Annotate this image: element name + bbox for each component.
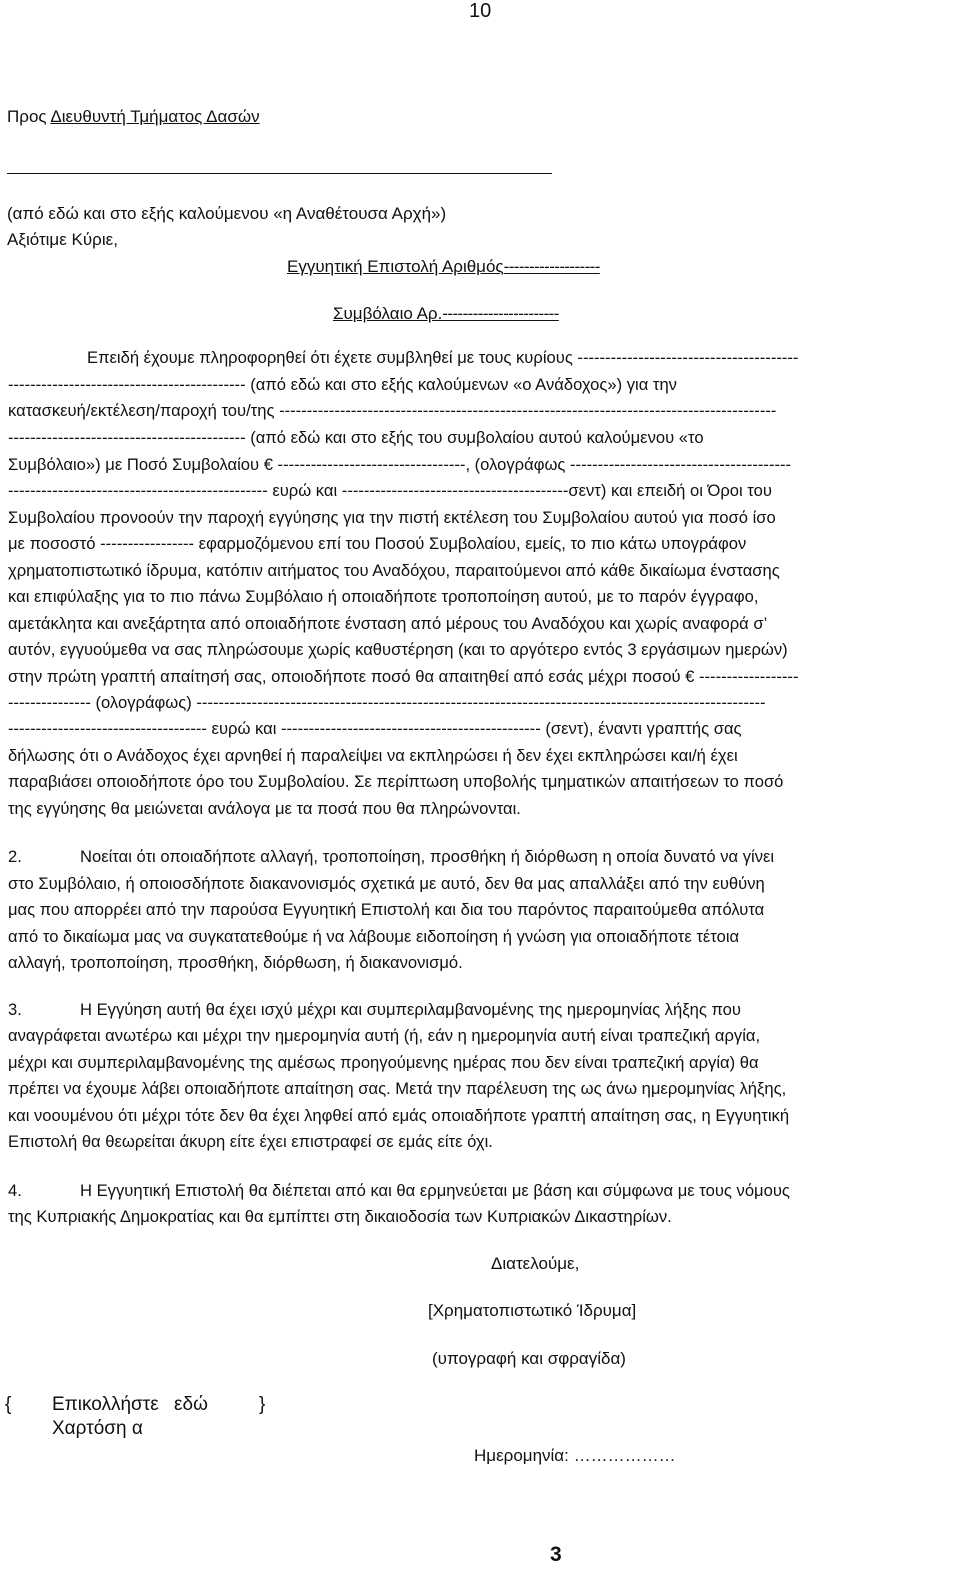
body-line: κατασκευή/εκτέλεση/παροχή του/της ------------------------------------------------------------------------------------------ xyxy=(8,401,777,420)
body-line: αυτόν, εγγυούμεθα να σας πληρώσουμε χωρίς καθυστέρηση (και το αργότερο εντός 3 εργάσιμων ημερών) xyxy=(8,640,788,659)
clause-text: Η Εγγυητική Επιστολή θα διέπεται από και θα ερμηνεύεται με βάση και σύμφωνα με τους νόμους xyxy=(80,1181,790,1200)
stamp-line-2: Χαρτόση α xyxy=(52,1418,143,1439)
date-field: Ημερομηνία: ……………… xyxy=(474,1446,676,1465)
clause-number: 3. xyxy=(8,1000,22,1019)
contract-ref xyxy=(333,304,559,324)
clause-line: στο Συμβόλαιο, ή οποιοσδήποτε διακανονισμός σχετικά με αυτό, δεν θα μας απαλλάξει από την ευθύνη xyxy=(8,874,765,893)
body-line: της εγγύησης θα μειώνεται ανάλογα με τα ποσά που θα πληρώνονται. xyxy=(8,799,521,818)
body-line: Επειδή έχουμε πληροφορηθεί ότι έχετε συμβληθεί με τους κυρίους ---------------------------------------- xyxy=(87,348,799,367)
institution-placeholder: [Χρηματοπιστωτικό Ίδρυμα] xyxy=(428,1301,637,1320)
closing-regards: Διατελούμε, xyxy=(491,1254,580,1273)
body-line: Συμβόλαιο») με Ποσό Συμβολαίου € ----------------------------------, (ολογράφως ---------------------------------------- xyxy=(8,455,792,474)
body-line: ------------------------------------ ευρώ και ----------------------------------------------- (σεντ), έναντι γραπτής σας xyxy=(8,719,742,738)
stamp-brace-open: { xyxy=(5,1394,12,1415)
clause-line: Επιστολή θα θεωρείται άκυρη είτε έχει επιστραφεί σε εμάς είτε όχι. xyxy=(8,1132,493,1151)
clause-line: της Κυπριακής Δημοκρατίας και θα εμπίπτει στη δικαιοδοσία των Κυπριακών Δικαστηρίων. xyxy=(8,1207,672,1226)
page-number-top: 10 xyxy=(469,0,492,22)
guarantee-letter-label: Εγγυητική Επιστολή Αριθμός xyxy=(287,257,504,276)
clause-line: και νοουμένου ότι μέχρι τότε δεν θα έχει ληφθεί από εμάς οποιαδήποτε γραπτή απαίτηση σας, η Εγγυητική xyxy=(8,1106,790,1125)
signature-and-seal: (υπογραφή και σφραγίδα) xyxy=(432,1349,626,1368)
body-line: παραβιάσει οποιοδήποτε όρο του Συμβολαίου. Σε περίπτωση υποβολής τμηματικών απαιτήσεων το ποσό xyxy=(8,772,784,791)
clause-line: από το δικαίωμα μας να συγκατατεθούμε ή να λάβουμε ειδοποίηση ή γνώση για οποιαδήποτε τέτοια xyxy=(8,927,740,946)
contract-dashes: ----------------------- xyxy=(442,304,559,323)
clause-line xyxy=(8,846,953,868)
body-line: ----------------------------------------------- ευρώ και -----------------------------------------σεντ) και επειδή οι Όροι του xyxy=(8,481,772,500)
body-line: με ποσοστό ----------------- εφαρμοζόμενου επί του Ποσού Συμβολαίου, εμείς, το πιο κάτω υπογράφον xyxy=(8,534,747,553)
stamp-brace-close: } xyxy=(259,1394,266,1415)
signature-rule xyxy=(7,173,552,174)
body-line: και επιφύλαξης για το πιο πάνω Συμβόλαιο ή οποιαδήποτε τροποποίηση αυτού, με το παρόν έγγραφο, xyxy=(8,587,759,606)
addressee-name: Διευθυντή Τμήματος Δασών xyxy=(50,107,260,126)
clause-line: αλλαγή, τροποποίηση, προσθήκη, διόρθωση, ή διακανονισμό. xyxy=(8,953,463,972)
body-line: ------------------------------------------- (από εδώ και στο εξής του συμβολαίου αυτού καλούμενου «το xyxy=(8,428,704,447)
clause-line: πρέπει να έχουμε λάβει οποιαδήποτε απαίτηση σας. Μετά την παρέλευση της ως άνω ημερομηνίας λήξης, xyxy=(8,1079,787,1098)
contract-label: Συμβόλαιο Αρ. xyxy=(333,304,443,323)
clause-line: μέχρι και συμπεριλαμβανομένης της αμέσως προηγούμενης ημέρας που δεν είναι τραπεζική αργία) θα xyxy=(8,1053,759,1072)
salutation: Αξιότιμε Κύριε, xyxy=(7,230,118,249)
body-line: χρηματοπιστωτικό ίδρυμα, κατόπιν αιτήματος του Αναδόχου, παραιτούμενοι από κάθε δικαίωμα ένστασης xyxy=(8,561,780,580)
body-line: δήλωσης ότι ο Ανάδοχος έχει αρνηθεί ή παραλείψει να εκπληρώσει ή δεν έχει εκπληρώσει και/ή έχει xyxy=(8,746,738,765)
clause-number: 4. xyxy=(8,1181,22,1200)
body-line: --------------- (ολογράφως) ------------------------------------------------------------------------------------------------------- xyxy=(8,693,766,712)
body-line: Συμβολαίου προνοούν την παροχή εγγύησης για την πιστή εκτέλεση του Συμβολαίου αυτού για ποσό ίσο xyxy=(8,508,776,527)
body-line: αμετάκλητα και ανεξάρτητα από οποιαδήποτε ένσταση από μέρους του Αναδόχου και χωρίς αναφορά σ’ xyxy=(8,614,768,633)
body-line: στην πρώτη γραπτή απαίτησή σας, οποιοδήποτε ποσό θα απαιτηθεί από εσάς μέχρι ποσού € ------------------ xyxy=(8,667,799,686)
clause-line xyxy=(8,999,953,1021)
addressee-line xyxy=(7,107,260,127)
clause-text: Η Εγγύηση αυτή θα έχει ισχύ μέχρι και συμπεριλαμβανομένης της ημερομηνίας λήξης που xyxy=(80,1000,741,1019)
page-number-bottom: 3 xyxy=(550,1543,562,1566)
body-line: ------------------------------------------- (από εδώ και στο εξής καλούμενων «ο Ανάδοχος») για την xyxy=(8,375,677,394)
stamp-line-1: Επικολλήστε εδώ xyxy=(52,1394,208,1415)
clause-line: μας που απορρέει από την παρούσα Εγγυητική Επιστολή και δια του παρόντος παραιτούμεθα απόλυτα xyxy=(8,900,765,919)
clause-line xyxy=(8,1180,953,1202)
guarantee-letter-ref xyxy=(287,257,600,277)
clause-line: αναγράφεται ανωτέρω και μέχρι την ημερομηνία αυτή (ή, εάν η ημερομηνία αυτή είναι τραπεζική αργία, xyxy=(8,1026,761,1045)
clause-text: Νοείται ότι οποιαδήποτε αλλαγή, τροποποίηση, προσθήκη ή διόρθωση η οποία δυνατό να γίνει xyxy=(80,847,775,866)
clause-number: 2. xyxy=(8,847,22,866)
guarantee-letter-dashes: ------------------- xyxy=(503,257,600,276)
addressee-prefix: Προς xyxy=(7,107,51,126)
contracting-authority-note: (από εδώ και στο εξής καλούμενου «η Αναθέτουσα Αρχή») xyxy=(7,204,447,223)
